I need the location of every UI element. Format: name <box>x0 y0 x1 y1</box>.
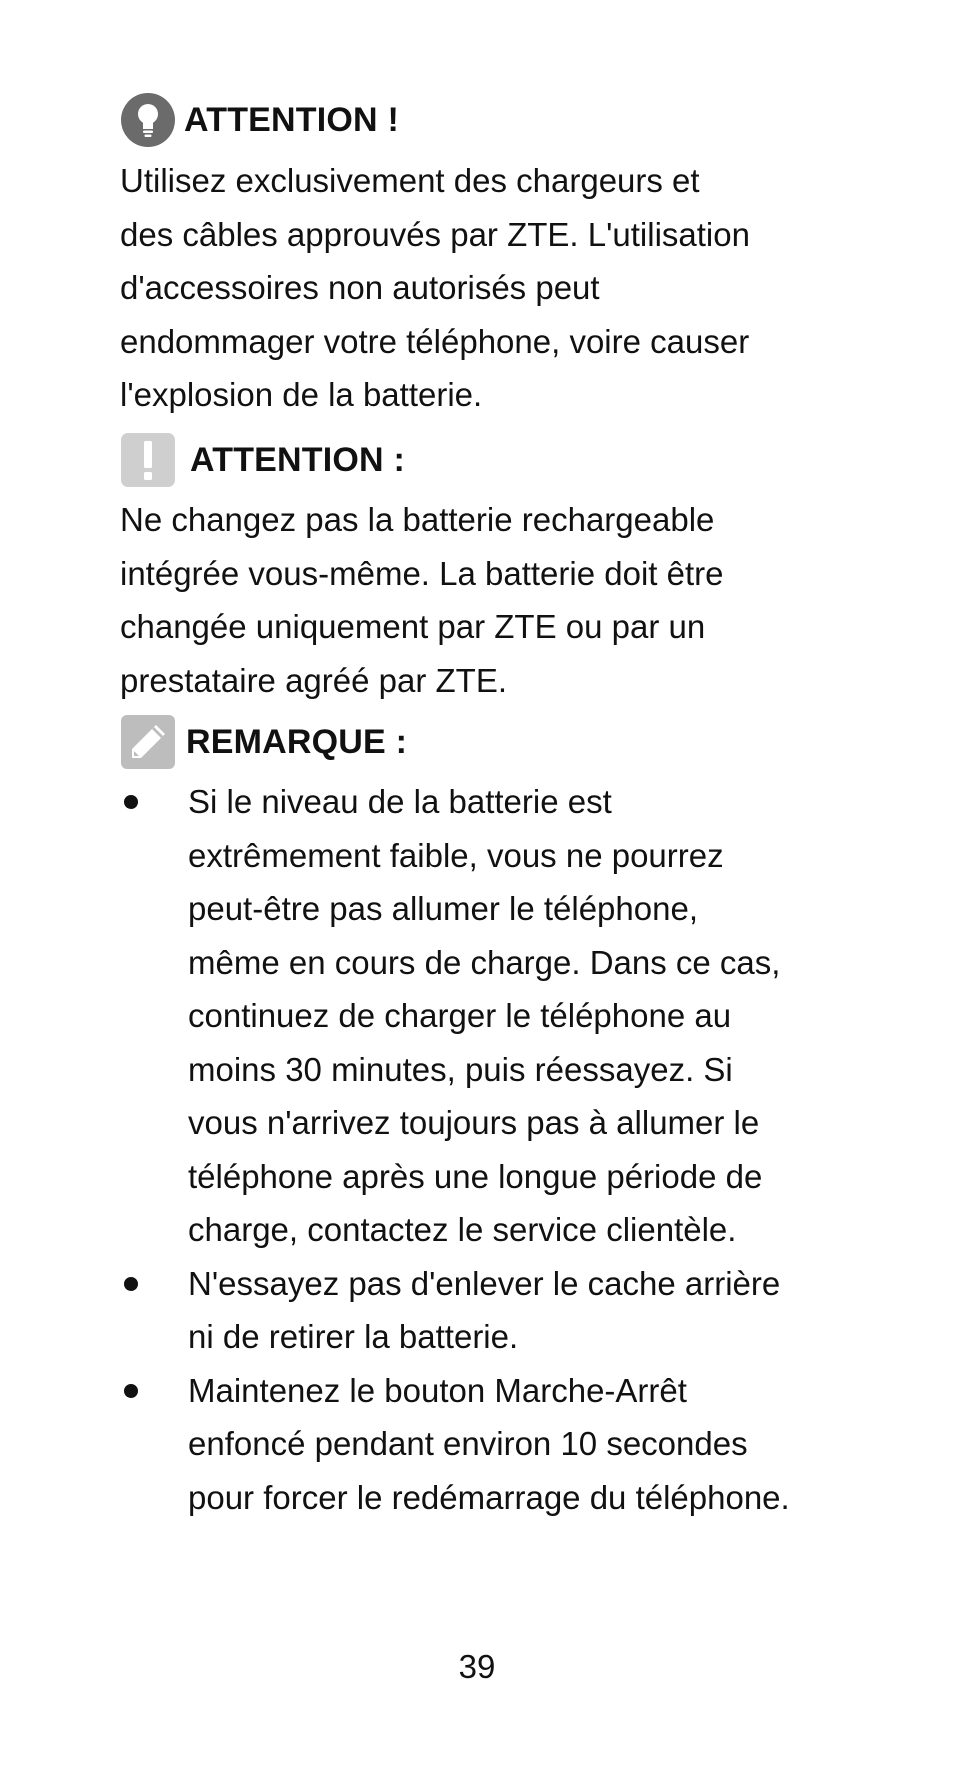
text-line: ni de retirer la batterie. <box>188 1318 519 1355</box>
text-line: Si le niveau de la batterie est <box>188 783 612 820</box>
text-line: N'essayez pas d'enlever le cache arrière <box>188 1264 781 1302</box>
text-line: pour forcer le redémarrage du téléphone. <box>188 1478 790 1516</box>
note-heading <box>120 712 407 772</box>
list-item <box>120 775 860 1257</box>
bullet-icon <box>124 1277 138 1291</box>
note-bullet-list <box>120 775 860 1524</box>
text-line: moins 30 minutes, puis réessayez. Si <box>188 1050 733 1088</box>
attention-heading-1 <box>120 90 399 150</box>
bullet-icon <box>124 795 138 809</box>
lightbulb-icon <box>120 92 176 148</box>
text-line: extrêmement faible, vous ne pourrez <box>188 836 724 874</box>
page-number: 39 <box>458 1648 496 1685</box>
text-line: prestataire agréé par ZTE. <box>120 661 508 699</box>
text-line: changée uniquement par ZTE ou par un <box>120 608 706 645</box>
text-line: peut-être pas allumer le téléphone, <box>188 890 698 927</box>
attention-heading-2 <box>120 430 405 490</box>
text-line: continuez de charger le téléphone au <box>188 997 732 1034</box>
text-line: Utilisez exclusivement des chargeurs et <box>120 162 700 199</box>
text-line: des câbles approuvés par ZTE. L'utilisation <box>120 215 750 253</box>
text-line: d'accessoires non autorisés peut <box>120 269 600 306</box>
heading-text: ATTENTION ! <box>184 100 399 139</box>
heading-text: ATTENTION : <box>190 440 405 479</box>
text-line: intégrée vous-même. La batterie doit être <box>120 554 724 592</box>
text-line: vous n'arrivez toujours pas à allumer le <box>188 1104 760 1141</box>
text-line: enfoncé pendant environ 10 secondes <box>188 1425 748 1462</box>
text-line: même en cours de charge. Dans ce cas, <box>188 943 781 981</box>
text-line: Ne changez pas la batterie rechargeable <box>120 501 715 538</box>
text-line: téléphone après une longue période de <box>188 1157 763 1195</box>
text-line: Maintenez le bouton Marche-Arrêt <box>188 1371 687 1409</box>
exclamation-icon <box>120 432 176 488</box>
bullet-icon <box>124 1384 138 1398</box>
heading-text: REMARQUE : <box>186 722 408 761</box>
attention-paragraph-2 <box>120 493 840 707</box>
attention-paragraph-1 <box>120 154 840 422</box>
text-line: l'explosion de la batterie. <box>120 376 483 413</box>
text-line: endommager votre téléphone, voire causer <box>120 322 750 360</box>
list-item <box>120 1364 860 1525</box>
list-item <box>120 1257 860 1364</box>
pencil-icon <box>120 714 176 770</box>
text-line: charge, contactez le service clientèle. <box>188 1211 737 1248</box>
